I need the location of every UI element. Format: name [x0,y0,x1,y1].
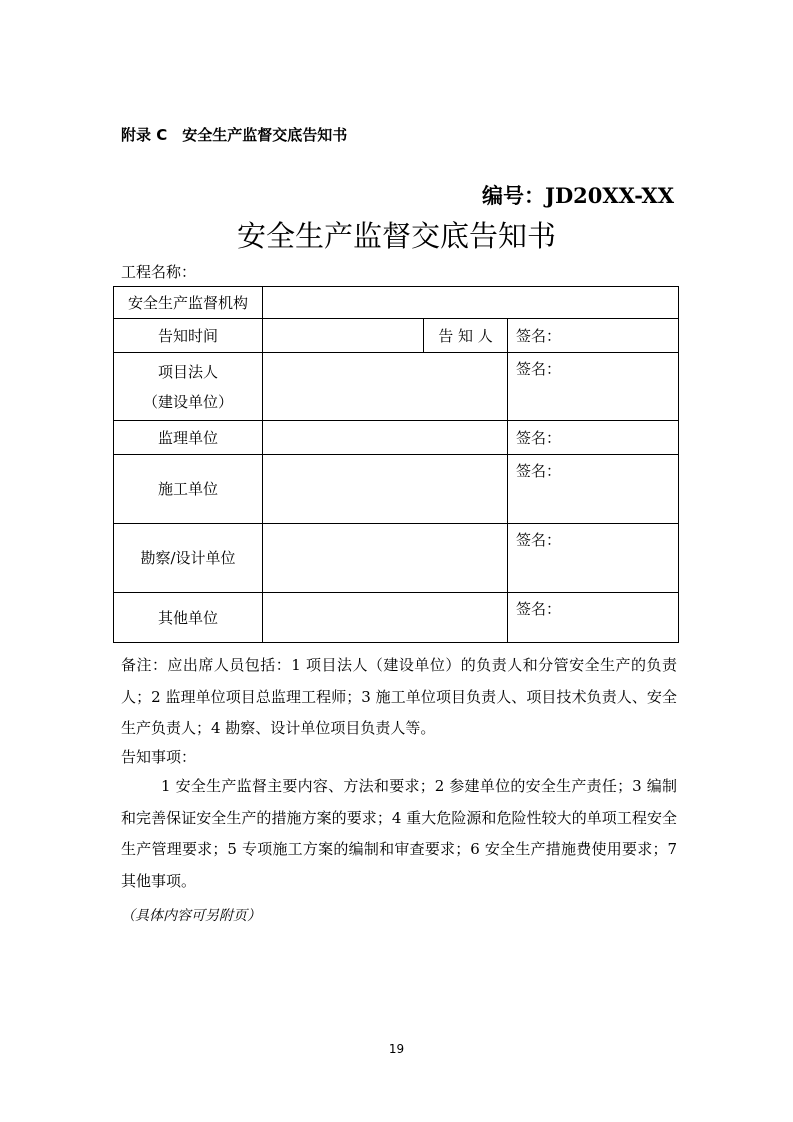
owner-signature-field[interactable] [508,353,679,421]
signature-label: 签名： [516,428,562,447]
document-title: 安全生产监督交底告知书 [236,219,556,253]
owner-label-cell [114,353,263,421]
construction-field[interactable] [263,455,508,524]
construction-label: 施工单位 [157,480,218,498]
notifier-label: 告 知 人 [438,326,493,345]
table-row [114,593,679,643]
remark-paragraph: 备注：应出席人员包括：1 项目法人（建设单位）的负责人和分管安全生产的负责人；2 监理单位项目总监理工程师；3 施工单位项目负责人、项目技术负责人、安全生产负责人；4 勘察、设计单位项目负责人等。 [121,656,677,737]
signature-label: 签名： [516,326,562,345]
org-label-cell [114,287,263,319]
construction-label-cell [114,455,263,524]
appendix-heading: 附录 C 安全生产监督交底告知书 [121,126,348,144]
project-name-label: 工程名称： [121,263,197,281]
table-row [114,524,679,593]
table-row [114,353,679,421]
org-label: 安全生产监督机构 [127,293,248,312]
construction-signature-field[interactable] [508,455,679,524]
other-label-cell [114,593,263,643]
design-label: 勘察/设计单位 [140,549,236,567]
attachment-note: （具体内容可另附页） [121,908,261,924]
design-signature-field[interactable] [508,524,679,593]
owner-label-line1: 项目法人 [157,362,218,381]
items-heading: 告知事项： [121,748,197,766]
page-number: 19 [388,1042,405,1056]
time-field[interactable] [263,319,424,353]
design-label-cell [114,524,263,593]
design-field[interactable] [263,524,508,593]
other-signature-field[interactable] [508,593,679,643]
table-row [114,319,679,353]
signature-label: 签名： [516,600,562,618]
table-row [114,421,679,455]
owner-label-line2: （建设单位） [142,392,233,411]
signature-label: 签名： [516,360,562,378]
supervisor-field[interactable] [263,421,508,455]
notice-form-table [113,286,679,643]
supervisor-signature-field[interactable] [508,421,679,455]
supervisor-label-cell [114,421,263,455]
time-label-cell [114,319,263,353]
time-label: 告知时间 [157,326,218,345]
signature-label: 签名： [516,462,562,480]
signature-label: 签名： [516,531,562,549]
supervisor-label: 监理单位 [157,428,218,447]
owner-field[interactable] [263,353,508,421]
org-field[interactable] [263,287,679,319]
items-paragraph: 1 安全生产监督主要内容、方法和要求；2 参建单位的安全生产责任；3 编制和完善保证安全生产的措施方案的要求；4 重大危险源和危险性较大的单项工程安全生产管理要求；5 专项施工方案的编制和审查要求；6 安全生产措施费使用要求；7 其他事项。 [121,777,677,890]
table-row [114,287,679,319]
other-label: 其他单位 [157,608,218,627]
table-row [114,455,679,524]
notifier-label-cell [424,319,508,353]
notifier-signature-field[interactable] [508,319,679,353]
document-number: 编号：JD20XX-XX [482,183,674,208]
other-field[interactable] [263,593,508,643]
